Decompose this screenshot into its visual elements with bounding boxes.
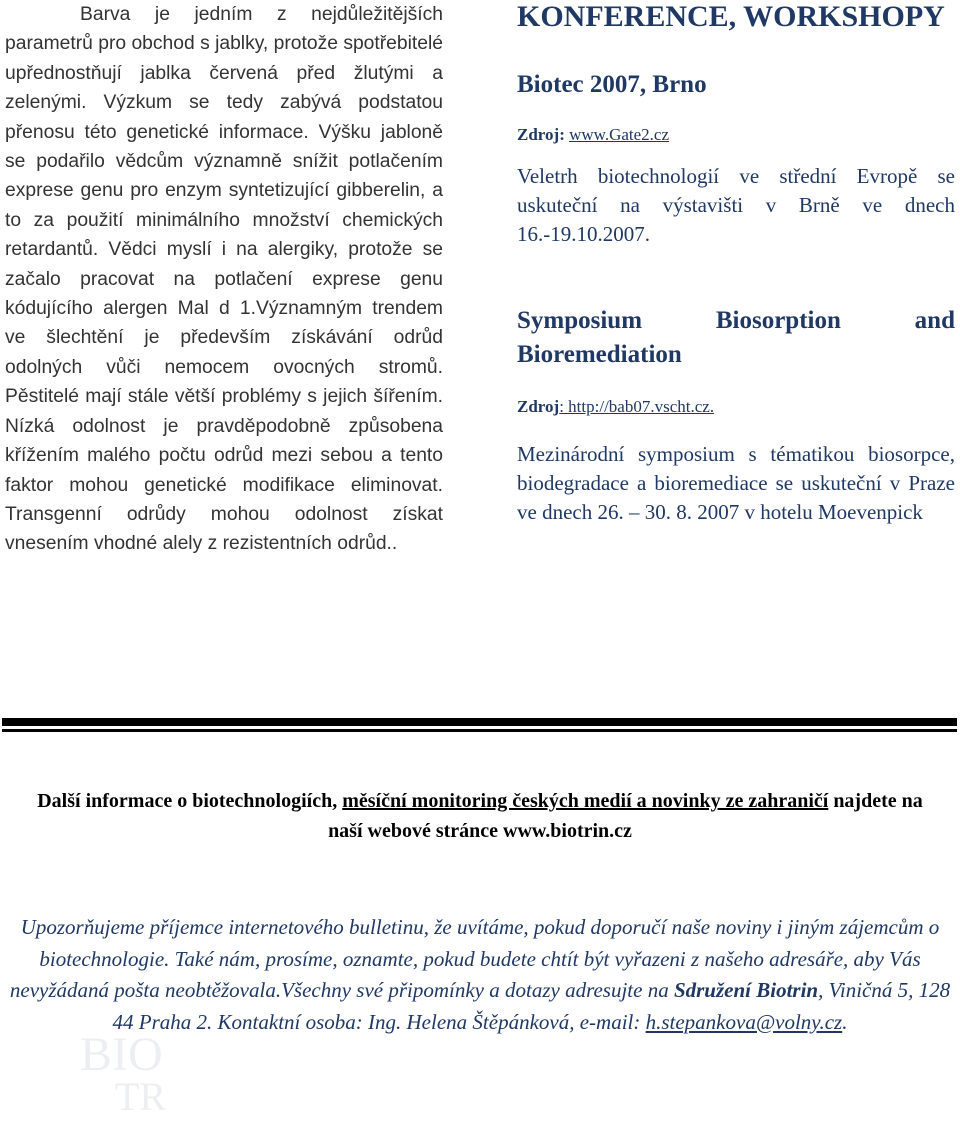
source-label: Zdroj	[517, 397, 560, 416]
source-link[interactable]: : http://bab07.vscht.cz.	[559, 397, 715, 416]
more-info-text-end: najdete na naší webové stránce www.biotrin.cz	[328, 790, 923, 842]
event-source	[517, 124, 955, 146]
notice-paragraph	[5, 912, 955, 1038]
section-heading: KONFERENCE, WORKSHOPY	[517, 0, 945, 33]
event-source	[517, 396, 955, 418]
source-label: Zdroj:	[517, 125, 565, 144]
event-description: Veletrh biotechnologií ve střední Evropě se uskuteční na výstavišti v Brně ve dnech 16.-19.10.2007.	[517, 164, 955, 246]
event-title: Symposium Biosorption and Bioremediation	[517, 307, 955, 368]
event-biotec	[517, 68, 955, 249]
more-info-text: Další informace o biotechnologiích,	[37, 790, 343, 812]
email-link[interactable]: h.stepankova@volny.cz	[645, 1009, 843, 1034]
source-link[interactable]: www.Gate2.cz	[569, 125, 670, 144]
more-info-paragraph	[20, 786, 940, 846]
notice-contact: , Viničná 5, 128 44 Praha 2. Kontaktní osoba: Ing. Helena Štěpánková, e-mail:	[112, 978, 951, 1034]
notice-end: .	[842, 1009, 848, 1034]
event-symposium	[517, 304, 955, 527]
event-title: Biotec 2007, Brno	[517, 71, 707, 98]
event-description: Mezinárodní symposium s tématikou biosorpce, biodegradace a bioremediace se uskuteční v Praze ve dnech 26. – 30. 8. 2007 v hotelu Moevenpick	[517, 442, 955, 524]
section-divider	[2, 718, 957, 726]
article-body: Barva je jedním z nejdůležitějších parametrů pro obchod s jablky, protože spotřebitelé upřednostňují jablka červená před žlutými a zelenými. Výzkum se tedy zabývá podstatou přenosu této genetické informace. Výšku jabloně se podařilo vědcům významně snížit potlačením exprese genu pro enzym syntetizující gibberelin, a to za použití minimálního množství chemických retardantů. Vědci myslí i na alergiky, protože se začalo pracovat na potlačení exprese genu kódujícího alergen Mal d 1.Významným trendem ve šlechtění je především získávání odrůd odolných vůči nemocem ovocných stromů. Pěstitelé mají stále větší problémy s jejich šířením. Nízká odolnost je pravděpodobně způsobena křížením malého počtu odrůd mezi sebou a tento faktor mohou genetické modifikace eliminovat. Transgenní odrůdy mohou odolnost získat vnesením vhodné alely z rezistentních odrůd..	[5, 4, 443, 555]
organization-name: Sdružení Biotrin	[673, 978, 819, 1002]
svg-text:BIO: BIO	[80, 1028, 163, 1081]
conferences-column	[517, 0, 955, 527]
svg-text:TR: TR	[115, 1074, 167, 1119]
more-info-highlight: měsíční monitoring českých medií a novinky ze zahraničí	[342, 790, 829, 812]
notice-text: Upozorňujeme příjemce internetového bulletinu, že uvítáme, pokud doporučí naše noviny i jiným zájemcům o biotechnologie. Také nám, prosíme, oznamte, pokud budete chtít být vyřazeni z našeho adresáře, aby Vás nevyžádaná pošta neobtěžovala.Všechny své připomínky a dotazy adresujte na	[9, 915, 940, 1002]
